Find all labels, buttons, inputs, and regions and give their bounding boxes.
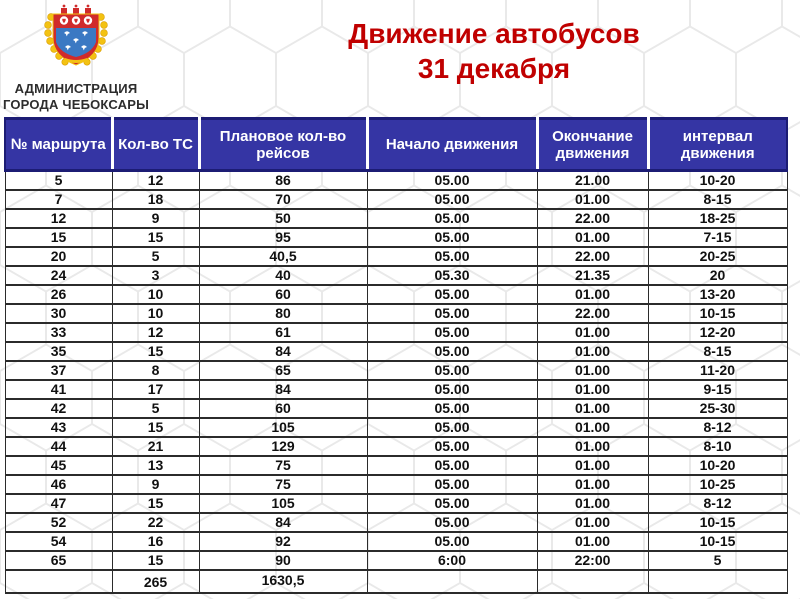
table-cell: 01.00	[537, 494, 648, 513]
table-cell: 01.00	[537, 456, 648, 475]
table-cell: 105	[199, 418, 367, 437]
org-name-line1: АДМИНИСТРАЦИЯ	[14, 81, 138, 96]
column-header-interval: интервал движения	[648, 119, 787, 171]
table-cell: 17	[112, 380, 199, 399]
table-cell: 40	[199, 266, 367, 285]
table-cell: 8-15	[648, 190, 787, 209]
table-cell: 75	[199, 456, 367, 475]
table-cell: 01.00	[537, 399, 648, 418]
table-row	[5, 361, 787, 380]
table-cell: 30	[5, 304, 112, 323]
table-cell: 05.00	[367, 190, 537, 209]
table-cell: 20-25	[648, 247, 787, 266]
org-name-line2: ГОРОДА ЧЕБОКСАРЫ	[2, 97, 150, 112]
table-cell: 3	[112, 266, 199, 285]
table-cell: 105	[199, 494, 367, 513]
table-cell: 12	[112, 323, 199, 342]
table-cell: 90	[199, 551, 367, 570]
table-cell: 05.00	[367, 209, 537, 228]
total-cell	[537, 570, 648, 593]
table-row	[5, 551, 787, 570]
table-cell: 20	[5, 247, 112, 266]
column-header-vehicles: Кол-во ТС	[112, 119, 199, 171]
table-cell: 01.00	[537, 323, 648, 342]
table-cell: 18-25	[648, 209, 787, 228]
table-cell: 15	[5, 228, 112, 247]
table-body	[5, 171, 787, 593]
table-cell: 43	[5, 418, 112, 437]
table-cell: 95	[199, 228, 367, 247]
table-cell: 65	[199, 361, 367, 380]
total-cell	[648, 570, 787, 593]
table-cell: 42	[5, 399, 112, 418]
table-cell: 22	[112, 513, 199, 532]
table-cell: 05.00	[367, 532, 537, 551]
table-row	[5, 171, 787, 190]
table-cell: 10-15	[648, 532, 787, 551]
table-cell: 01.00	[537, 228, 648, 247]
table-cell: 84	[199, 380, 367, 399]
table-cell: 24	[5, 266, 112, 285]
table-cell: 8-10	[648, 437, 787, 456]
table-cell: 15	[112, 494, 199, 513]
table-row	[5, 190, 787, 209]
bus-schedule-table-wrap	[4, 117, 786, 594]
table-cell: 41	[5, 380, 112, 399]
table-cell: 15	[112, 342, 199, 361]
table-row	[5, 380, 787, 399]
table-cell: 05.00	[367, 323, 537, 342]
total-cell: 1630,5	[199, 570, 367, 593]
table-cell: 15	[112, 551, 199, 570]
table-cell: 8-12	[648, 418, 787, 437]
table-cell: 7	[5, 190, 112, 209]
table-cell: 10-25	[648, 475, 787, 494]
table-cell: 21.35	[537, 266, 648, 285]
table-cell: 11-20	[648, 361, 787, 380]
table-cell: 8-15	[648, 342, 787, 361]
title-line1: Движение автобусов	[348, 18, 640, 49]
table-cell: 92	[199, 532, 367, 551]
table-cell: 05.00	[367, 494, 537, 513]
table-cell: 05.00	[367, 513, 537, 532]
table-cell: 8-12	[648, 494, 787, 513]
table-cell: 01.00	[537, 532, 648, 551]
table-cell: 01.00	[537, 361, 648, 380]
table-cell: 61	[199, 323, 367, 342]
table-cell: 13-20	[648, 285, 787, 304]
table-cell: 05.00	[367, 247, 537, 266]
table-cell: 05.00	[367, 171, 537, 190]
table-cell: 01.00	[537, 437, 648, 456]
table-row	[5, 304, 787, 323]
table-cell: 10	[112, 285, 199, 304]
table-cell: 15	[112, 228, 199, 247]
organization-logo-block	[0, 4, 152, 113]
table-cell: 12-20	[648, 323, 787, 342]
table-cell: 44	[5, 437, 112, 456]
table-cell: 05.00	[367, 342, 537, 361]
table-row	[5, 532, 787, 551]
table-cell: 01.00	[537, 513, 648, 532]
table-cell: 46	[5, 475, 112, 494]
bus-schedule-table	[4, 117, 788, 594]
table-cell: 86	[199, 171, 367, 190]
table-cell: 10	[112, 304, 199, 323]
table-cell: 10-20	[648, 171, 787, 190]
table-cell: 05.00	[367, 418, 537, 437]
table-cell: 05.00	[367, 380, 537, 399]
table-cell: 60	[199, 399, 367, 418]
total-cell	[367, 570, 537, 593]
table-cell: 22.00	[537, 209, 648, 228]
table-cell: 25-30	[648, 399, 787, 418]
table-cell: 5	[112, 247, 199, 266]
table-cell: 5	[112, 399, 199, 418]
table-cell: 6:00	[367, 551, 537, 570]
table-cell: 20	[648, 266, 787, 285]
table-cell: 01.00	[537, 342, 648, 361]
table-cell: 21.00	[537, 171, 648, 190]
table-cell: 22:00	[537, 551, 648, 570]
table-row	[5, 399, 787, 418]
table-header-row	[5, 119, 787, 171]
column-header-route: № маршрута	[5, 119, 112, 171]
table-cell: 05.00	[367, 437, 537, 456]
table-row	[5, 475, 787, 494]
table-cell: 05.00	[367, 228, 537, 247]
table-cell: 05.00	[367, 361, 537, 380]
table-cell: 12	[5, 209, 112, 228]
table-cell: 47	[5, 494, 112, 513]
table-cell: 05.00	[367, 304, 537, 323]
table-cell: 10-15	[648, 513, 787, 532]
table-cell: 35	[5, 342, 112, 361]
table-cell: 10-15	[648, 304, 787, 323]
table-cell: 37	[5, 361, 112, 380]
table-row	[5, 247, 787, 266]
total-cell: 265	[112, 570, 199, 593]
table-cell: 05.00	[367, 285, 537, 304]
table-cell: 10-20	[648, 456, 787, 475]
total-row	[5, 570, 787, 593]
title-line2: 31 декабря	[417, 53, 571, 84]
table-cell: 50	[199, 209, 367, 228]
table-cell: 01.00	[537, 418, 648, 437]
total-cell	[5, 570, 112, 593]
table-row	[5, 342, 787, 361]
table-row	[5, 513, 787, 532]
table-cell: 05.30	[367, 266, 537, 285]
table-cell: 22.00	[537, 304, 648, 323]
table-cell: 54	[5, 532, 112, 551]
table-cell: 16	[112, 532, 199, 551]
table-cell: 01.00	[537, 285, 648, 304]
table-row	[5, 209, 787, 228]
table-cell: 7-15	[648, 228, 787, 247]
cheboksary-coat-of-arms-icon	[44, 4, 108, 70]
table-cell: 9	[112, 209, 199, 228]
table-row	[5, 228, 787, 247]
table-cell: 21	[112, 437, 199, 456]
table-cell: 129	[199, 437, 367, 456]
column-header-end: Окончание движения	[537, 119, 648, 171]
table-cell: 70	[199, 190, 367, 209]
table-cell: 52	[5, 513, 112, 532]
table-cell: 01.00	[537, 380, 648, 399]
table-cell: 5	[648, 551, 787, 570]
table-cell: 84	[199, 342, 367, 361]
table-cell: 26	[5, 285, 112, 304]
table-cell: 9	[112, 475, 199, 494]
table-cell: 12	[112, 171, 199, 190]
table-cell: 13	[112, 456, 199, 475]
table-cell: 18	[112, 190, 199, 209]
table-row	[5, 285, 787, 304]
table-row	[5, 494, 787, 513]
table-cell: 8	[112, 361, 199, 380]
column-header-start: Начало движения	[367, 119, 537, 171]
table-cell: 01.00	[537, 475, 648, 494]
table-row	[5, 418, 787, 437]
table-cell: 22.00	[537, 247, 648, 266]
table-cell: 84	[199, 513, 367, 532]
table-row	[5, 266, 787, 285]
table-cell: 05.00	[367, 456, 537, 475]
table-cell: 33	[5, 323, 112, 342]
page-title	[294, 16, 694, 86]
table-cell: 60	[199, 285, 367, 304]
table-cell: 9-15	[648, 380, 787, 399]
table-cell: 45	[5, 456, 112, 475]
table-cell: 40,5	[199, 247, 367, 266]
table-cell: 80	[199, 304, 367, 323]
table-cell: 65	[5, 551, 112, 570]
table-row	[5, 323, 787, 342]
table-cell: 01.00	[537, 190, 648, 209]
table-cell: 75	[199, 475, 367, 494]
table-cell: 15	[112, 418, 199, 437]
table-cell: 05.00	[367, 475, 537, 494]
table-cell: 05.00	[367, 399, 537, 418]
table-row	[5, 456, 787, 475]
table-cell: 5	[5, 171, 112, 190]
table-row	[5, 437, 787, 456]
column-header-trips: Плановое кол-во рейсов	[199, 119, 367, 171]
